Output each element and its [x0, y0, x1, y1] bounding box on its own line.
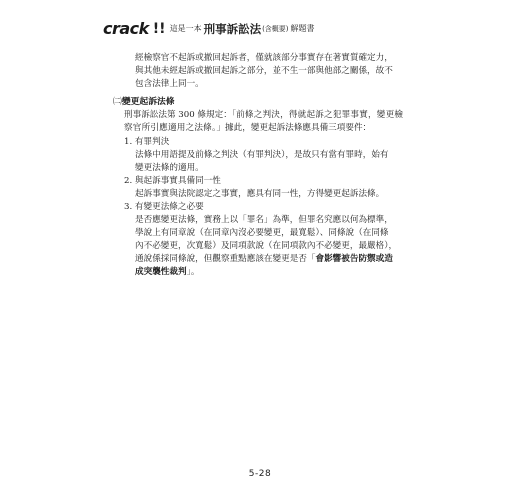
- item-line: 法條中用語提及前條之判決（有罪判決），是故只有當有罪時，始有: [135, 150, 389, 160]
- edition-label: (含概要): [262, 24, 289, 33]
- statute-quote: 前條之判決，得就起訴之犯罪事實，變更檢: [236, 110, 404, 120]
- item-text: 」。: [186, 267, 200, 277]
- intro-line: 經檢察官不起訴或撤回起訴者，僅就該部分事實存在著實質確定力，: [135, 53, 393, 63]
- series-label: 這是一本: [169, 24, 202, 33]
- item-line: 學說上有同章說（在同章內沒必要變更，最寬鬆）、同條說（在同條: [135, 228, 389, 238]
- emphasis-text: 會影響被告防禦或造: [315, 254, 393, 264]
- item-label: 2. 與起訴事實具備同一性: [124, 176, 221, 186]
- brand-logo: crack: [103, 19, 149, 38]
- section-title: 變更起訴法條: [121, 97, 175, 107]
- book-title: 刑事訴訟法: [203, 21, 262, 36]
- para1-prefix: 刑事訴訟法第 300 條規定：「: [124, 110, 237, 120]
- item-line: 內不必變更，次寬鬆）及同項款說（在同項款內不必變更，最嚴格），: [135, 241, 398, 251]
- page-number: 5-28: [248, 469, 272, 479]
- section-heading: [113, 94, 175, 107]
- item-line: 是否應變更法條，實務上以「罪名」為準，但罪名究應以何為標準，: [135, 215, 393, 225]
- para1-line: [124, 123, 371, 134]
- item-line: [135, 267, 199, 278]
- emphasis-text: 成突襲性裁判: [135, 267, 187, 277]
- section-number: ㈡: [113, 97, 122, 107]
- item-line: 變更法條的適用。: [135, 163, 204, 173]
- brand-mark: !!: [152, 20, 166, 37]
- intro-line: 與其他未經起訴或撤回起訴之部分，並不生一部與他部之關係，故不: [135, 66, 393, 76]
- page-header: [103, 19, 315, 38]
- solution-label: 解題書: [290, 24, 315, 33]
- item-line: 起訴事實與法院認定之事實，應具有同一性，方得變更起訴法條。: [135, 189, 385, 199]
- intro-line: 包含法律上同一。: [135, 79, 204, 89]
- item-label: 3. 有變更法條之必要: [124, 202, 204, 212]
- item-line: [135, 254, 393, 265]
- statute-quote: 察官所引應適用之法條。: [124, 123, 217, 133]
- para1-suffix: 」據此，變更起訴法條應具備三項要件：: [216, 123, 372, 133]
- para1-line: [124, 110, 403, 121]
- item-label: 1. 有罪判決: [124, 137, 170, 147]
- item-text: 通說係採同條說，但觀察重點應該在變更是否「: [135, 254, 316, 264]
